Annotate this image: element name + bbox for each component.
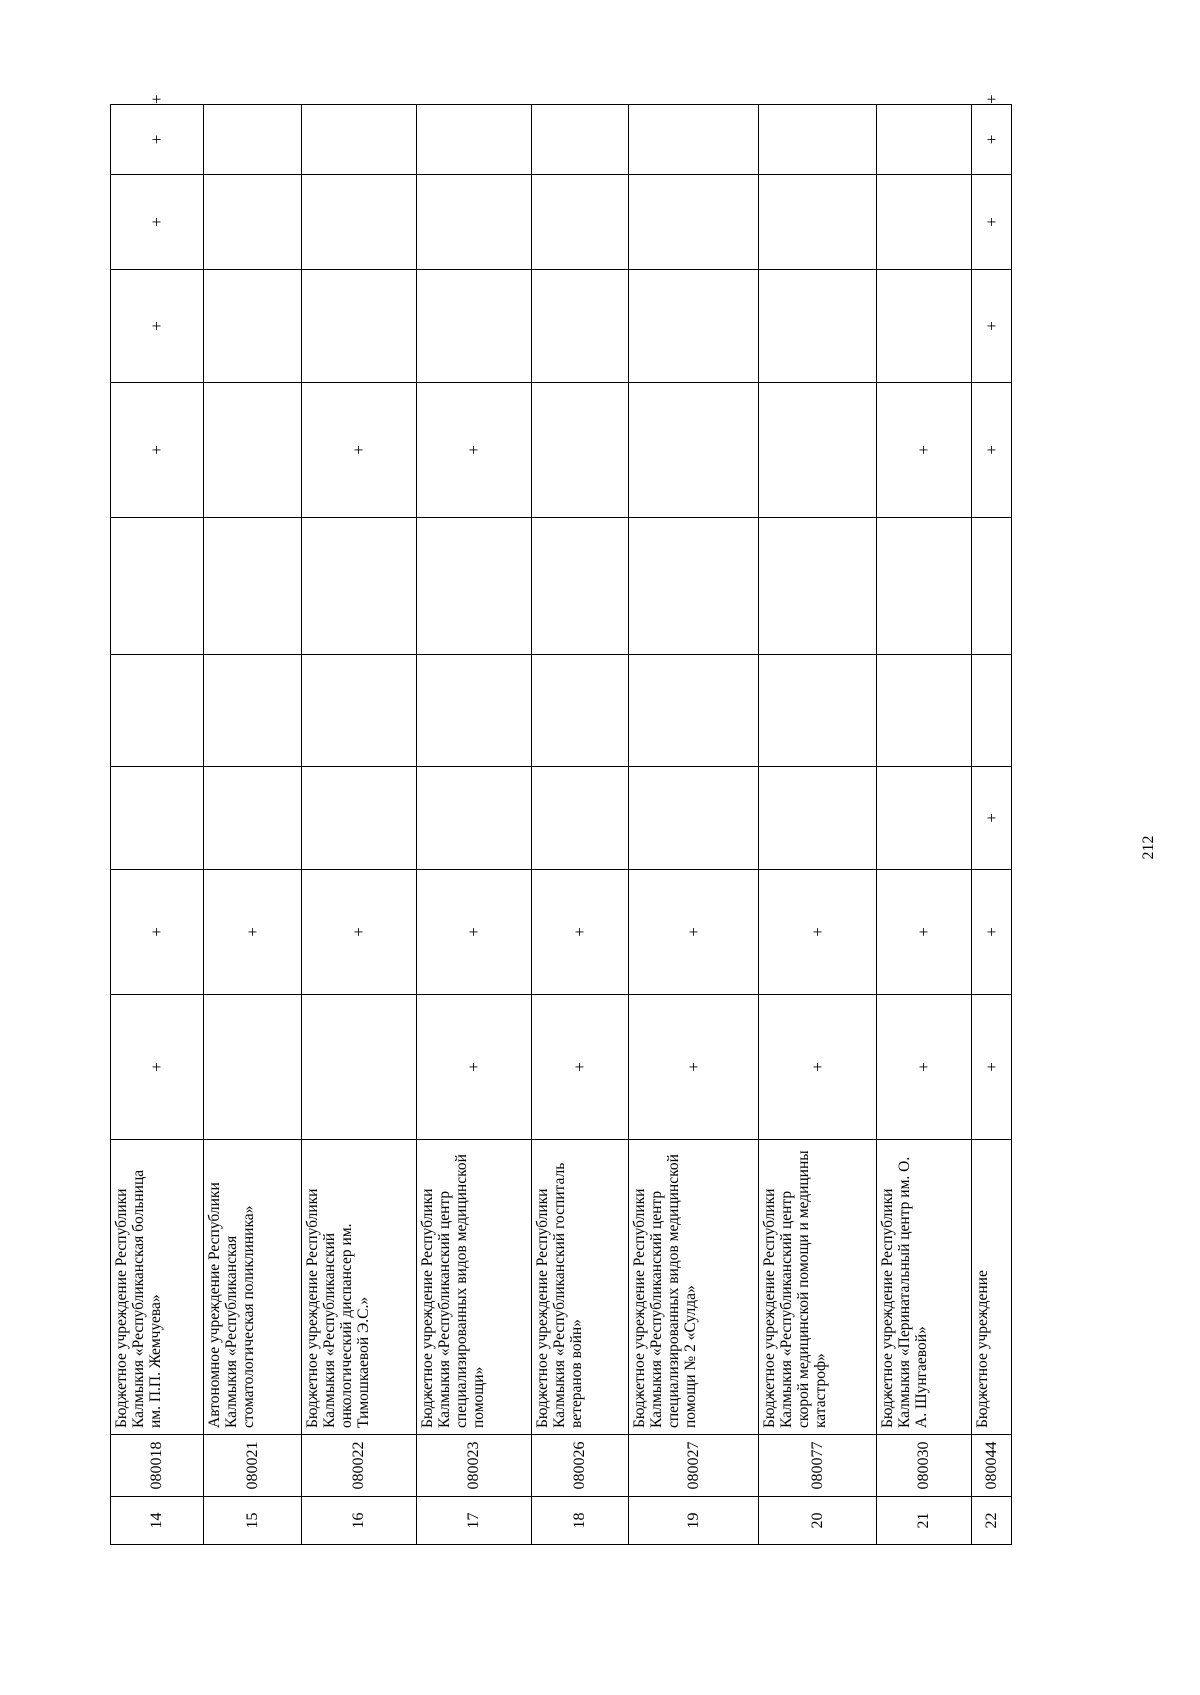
table-row: 22 080044 Бюджетное учреждение + + + + + + + + (972, 105, 1012, 1545)
mark-cell (417, 767, 532, 870)
institution-code: 080026 (532, 1435, 629, 1497)
institution-code: 080021 (204, 1435, 302, 1497)
mark-cell: + (302, 383, 417, 518)
institution-code: 080018 (111, 1435, 204, 1497)
table-row (417, 105, 532, 1545)
mark-cell (759, 518, 877, 655)
table-row (204, 105, 302, 1545)
page-number: 212 (1140, 835, 1157, 860)
mark-cell (111, 518, 204, 655)
row-number: 16 (302, 1497, 417, 1545)
mark-cell (532, 383, 629, 518)
mark-cell (204, 655, 302, 767)
institution-code: 080044 (972, 1435, 1012, 1497)
mark-cell (759, 767, 877, 870)
mark-cell (629, 655, 759, 767)
mark-cell (111, 655, 204, 767)
mark-cell: + (629, 870, 759, 995)
row-number: 18 (532, 1497, 629, 1545)
mark-cell (532, 518, 629, 655)
row-number: 22 (972, 1497, 1012, 1545)
mark-cell: + (972, 383, 1012, 518)
mark-cell: + (972, 995, 1012, 1140)
institutions-table (110, 94, 1012, 1545)
institution-name: Бюджетное учреждение Республики Калмыкия «Республиканский центр скорой медицинской помощи и медицины катастроф» (759, 1140, 877, 1435)
institution-code: 080030 (877, 1435, 972, 1497)
mark-cell (417, 270, 532, 383)
table-row (302, 105, 417, 1545)
row-number: 20 (759, 1497, 877, 1545)
mark-cell (302, 105, 417, 175)
table-row (759, 105, 877, 1545)
mark-cell: + (417, 870, 532, 995)
mark-cell (877, 655, 972, 767)
mark-cell (302, 767, 417, 870)
mark-cell (759, 105, 877, 175)
mark-cell (629, 767, 759, 870)
mark-cell (302, 175, 417, 270)
mark-cell: + (111, 383, 204, 518)
mark-cell (204, 995, 302, 1140)
mark-cell (204, 270, 302, 383)
mark-cell: + (417, 383, 532, 518)
mark-cell (532, 105, 629, 175)
institution-code: 080077 (759, 1435, 877, 1497)
row-number: 17 (417, 1497, 532, 1545)
mark-cell (204, 383, 302, 518)
mark-cell (629, 105, 759, 175)
mark-cell (532, 767, 629, 870)
mark-cell: + (204, 870, 302, 995)
row-number: 14 (111, 1497, 204, 1545)
institution-name: Бюджетное учреждение Республики Калмыкия «Республиканский госпиталь ветеранов войн» (532, 1140, 629, 1435)
mark-cell (302, 655, 417, 767)
mark-cell: + (972, 767, 1012, 870)
mark-cell (877, 518, 972, 655)
mark-cell (532, 655, 629, 767)
mark-cell: + (972, 870, 1012, 995)
mark-cell: + (877, 383, 972, 518)
mark-cell (417, 105, 532, 175)
institution-name: Бюджетное учреждение (972, 1140, 1012, 1435)
mark-cell (759, 655, 877, 767)
mark-cell (877, 105, 972, 175)
mark-cell (877, 767, 972, 870)
institution-name: Бюджетное учреждение Республики Калмыкия «Республиканский центр специализированных видов медицинской помощи» (417, 1140, 532, 1435)
mark-cell: + (629, 995, 759, 1140)
institution-name: Автономное учреждение Республики Калмыкия «Республиканская стоматологическая поликлиника» (204, 1140, 302, 1435)
institution-name: Бюджетное учреждение Республики Калмыкия «Республиканский центр специализированных видов медицинской помощи № 2 «Сулда» (629, 1140, 759, 1435)
institution-name: Бюджетное учреждение Республики Калмыкия «Перинатальный центр им. О. А. Шунгаевой» (877, 1140, 972, 1435)
institution-code: 080027 (629, 1435, 759, 1497)
mark-cell (204, 105, 302, 175)
mark-cell (629, 383, 759, 518)
mark-cell: + (302, 870, 417, 995)
institution-code: 080023 (417, 1435, 532, 1497)
mark-cell (629, 518, 759, 655)
mark-cell: + (972, 105, 1012, 175)
mark-cell (532, 175, 629, 270)
mark-cell: + (877, 870, 972, 995)
mark-cell: + (111, 105, 204, 175)
table-row (877, 105, 972, 1545)
mark-cell: + (111, 870, 204, 995)
row-number: 19 (629, 1497, 759, 1545)
mark-cell (759, 270, 877, 383)
mark-cell: + (111, 995, 204, 1140)
mark-cell (972, 655, 1012, 767)
row-number: 21 (877, 1497, 972, 1545)
mark-cell: + (759, 870, 877, 995)
table-row: 14 080018 Бюджетное учреждение Республики Калмыкия «Республиканская больница им. П.П. Жемчуева» + + + + + + + (111, 105, 204, 1545)
mark-cell (204, 175, 302, 270)
mark-cell (111, 767, 204, 870)
mark-cell (204, 518, 302, 655)
mark-cell (972, 518, 1012, 655)
mark-cell: + (877, 995, 972, 1140)
table-row (629, 105, 759, 1545)
mark-cell (877, 270, 972, 383)
mark-cell: + (759, 995, 877, 1140)
table-row (532, 105, 629, 1545)
mark-cell (629, 175, 759, 270)
mark-cell: + (532, 870, 629, 995)
row-number: 15 (204, 1497, 302, 1545)
mark-cell (759, 175, 877, 270)
mark-cell (302, 518, 417, 655)
mark-cell (302, 995, 417, 1140)
mark-cell: + (532, 995, 629, 1140)
mark-cell: + (111, 175, 204, 270)
mark-cell (532, 270, 629, 383)
mark-cell (302, 270, 417, 383)
institution-name: Бюджетное учреждение Республики Калмыкия «Республиканская больница им. П.П. Жемчуева» (111, 1140, 204, 1435)
mark-cell (204, 767, 302, 870)
institution-name: Бюджетное учреждение Республики Калмыкия «Республиканский онкологический диспансер им. Тимошкаевой Э.С.» (302, 1140, 417, 1435)
mark-cell (417, 518, 532, 655)
mark-cell (417, 655, 532, 767)
mark-cell: + (972, 175, 1012, 270)
mark-cell: + (417, 995, 532, 1140)
mark-cell (629, 270, 759, 383)
mark-cell (877, 175, 972, 270)
mark-cell (759, 383, 877, 518)
mark-cell: + (111, 270, 204, 383)
mark-cell (417, 175, 532, 270)
mark-cell: + (972, 270, 1012, 383)
institution-code: 080022 (302, 1435, 417, 1497)
